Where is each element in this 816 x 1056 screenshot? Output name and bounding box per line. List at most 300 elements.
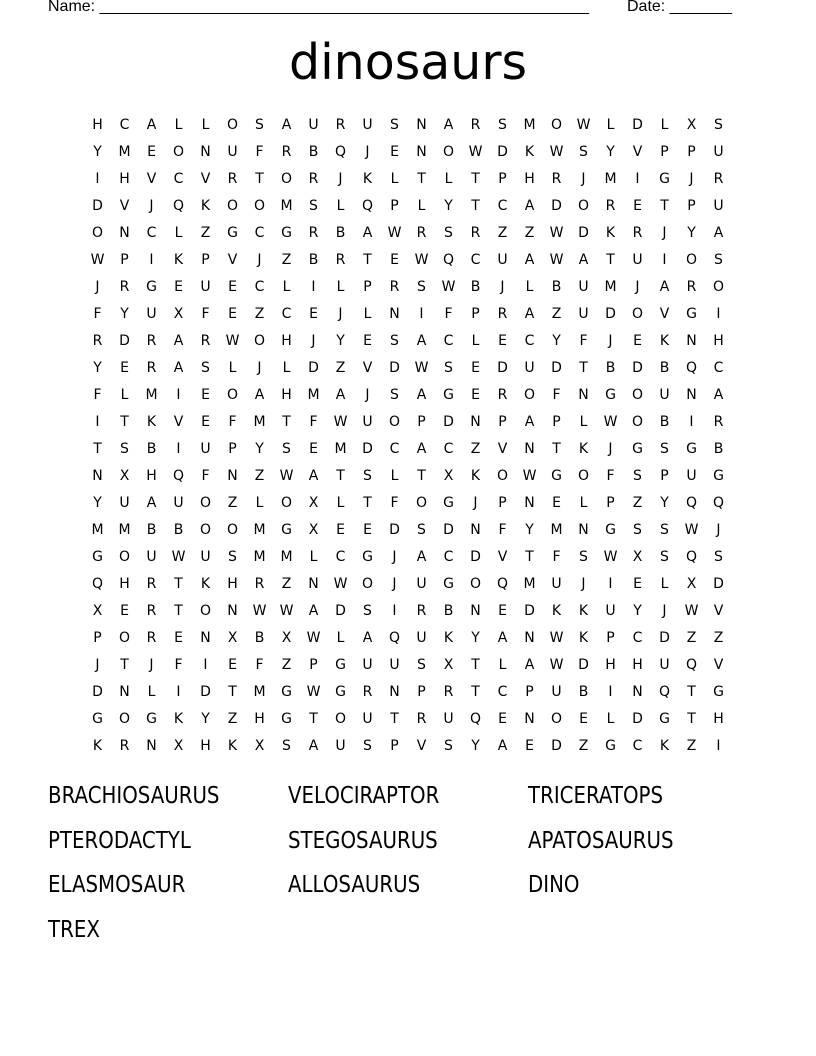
grid-letter: E (471, 360, 480, 376)
grid-letter: W (171, 549, 186, 565)
grid-letter: E (498, 333, 507, 349)
grid-letter: U (713, 144, 724, 160)
grid-letter: O (253, 198, 266, 214)
grid-letter: X (443, 468, 454, 484)
grid-letter: U (200, 279, 211, 295)
grid-letter: U (200, 441, 211, 457)
grid-letter: G (686, 306, 697, 322)
grid-letter: B (308, 252, 319, 268)
grid-letter: O (199, 603, 212, 619)
grid-letter: O (712, 279, 725, 295)
grid-letter: A (713, 387, 724, 403)
grid-letter: X (173, 306, 184, 322)
grid-letter: M (145, 387, 158, 403)
grid-row (84, 654, 732, 681)
grid-letter: W (306, 684, 321, 700)
grid-letter: H (146, 468, 157, 484)
grid-letter: E (363, 522, 372, 538)
grid-letter: U (497, 252, 508, 268)
grid-letter: B (470, 279, 481, 295)
grid-letter: A (254, 387, 265, 403)
grid-letter: T (471, 198, 480, 214)
grid-letter: N (119, 225, 130, 241)
grid-letter: Y (93, 144, 102, 160)
grid-row (84, 384, 732, 411)
grid-letter: D (443, 522, 454, 538)
grid-letter: A (659, 279, 670, 295)
grid-letter: F (552, 549, 561, 565)
grid-letter: S (660, 441, 669, 457)
grid-letter: U (389, 657, 400, 673)
grid-letter: M (118, 144, 131, 160)
grid-letter: H (632, 657, 643, 673)
grid-letter: N (524, 495, 535, 511)
grid-letter: T (309, 711, 318, 727)
grid-letter: J (500, 279, 505, 295)
grid-letter: Z (632, 495, 643, 511)
grid-letter: M (334, 441, 347, 457)
grid-letter: O (199, 522, 212, 538)
grid-row (84, 492, 732, 519)
grid-letter: P (498, 495, 507, 511)
grid-letter: F (444, 306, 453, 322)
grid-letter: Y (444, 198, 453, 214)
grid-letter: D (443, 414, 454, 430)
grid-letter: K (551, 603, 562, 619)
word-list-item: STEGOSAURUS (288, 827, 438, 854)
grid-letter: A (173, 333, 184, 349)
name-field[interactable]: Name: _______________________________________________________ (48, 0, 589, 15)
grid-letter: T (687, 684, 696, 700)
grid-letter: E (309, 306, 318, 322)
grid-letter: P (498, 414, 507, 430)
grid-letter: S (633, 468, 642, 484)
grid-letter: I (608, 576, 613, 592)
grid-letter: J (392, 549, 397, 565)
grid-letter: U (578, 306, 589, 322)
grid-letter: Y (525, 522, 534, 538)
grid-letter: S (363, 738, 372, 754)
grid-letter: W (549, 225, 564, 241)
grid-letter: L (336, 630, 345, 646)
grid-letter: L (390, 171, 399, 187)
grid-letter: G (605, 387, 616, 403)
grid-letter: U (632, 252, 643, 268)
grid-letter: R (497, 306, 508, 322)
grid-letter: E (147, 144, 156, 160)
grid-letter: C (497, 198, 508, 214)
grid-letter: S (444, 738, 453, 754)
grid-letter: P (687, 144, 696, 160)
grid-letter: Q (361, 198, 374, 214)
grid-letter: T (120, 657, 129, 673)
grid-letter: T (471, 657, 480, 673)
grid-letter: T (93, 441, 102, 457)
grid-letter: P (228, 441, 237, 457)
grid-letter: W (90, 252, 105, 268)
grid-letter: P (201, 252, 210, 268)
grid-letter: W (576, 117, 591, 133)
grid-letter: W (279, 468, 294, 484)
grid-letter: C (389, 441, 400, 457)
grid-row (84, 465, 732, 492)
grid-letter: Z (281, 252, 292, 268)
grid-letter: R (632, 225, 643, 241)
word-list-item: PTERODACTYL (48, 827, 191, 854)
grid-row (84, 681, 732, 708)
grid-letter: J (338, 306, 343, 322)
grid-letter: I (95, 171, 100, 187)
grid-letter: D (578, 225, 589, 241)
page-title: dinosaurs (288, 34, 528, 91)
grid-letter: U (551, 684, 562, 700)
grid-letter: Z (686, 630, 697, 646)
grid-letter: J (392, 576, 397, 592)
grid-letter: F (606, 468, 615, 484)
grid-letter: W (333, 576, 348, 592)
grid-letter: L (174, 117, 183, 133)
grid-letter: O (577, 468, 590, 484)
grid-letter: Z (470, 441, 481, 457)
grid-letter: R (362, 684, 373, 700)
grid-letter: C (632, 630, 643, 646)
grid-letter: C (713, 360, 724, 376)
grid-letter: O (388, 414, 401, 430)
grid-letter: S (417, 657, 426, 673)
grid-letter: A (335, 387, 346, 403)
grid-letter: D (389, 522, 400, 538)
grid-letter: O (631, 306, 644, 322)
grid-letter: V (362, 360, 373, 376)
grid-letter: G (659, 711, 670, 727)
grid-letter: R (254, 576, 265, 592)
grid-letter: J (689, 171, 694, 187)
grid-letter: V (227, 252, 238, 268)
grid-letter: G (146, 711, 157, 727)
grid-letter: K (173, 711, 184, 727)
grid-letter: K (200, 198, 211, 214)
grid-letter: F (174, 657, 183, 673)
grid-letter: G (713, 468, 724, 484)
grid-letter: N (686, 387, 697, 403)
grid-row (84, 222, 732, 249)
grid-letter: E (228, 306, 237, 322)
grid-letter: V (200, 171, 211, 187)
grid-letter: G (335, 657, 346, 673)
grid-letter: K (92, 738, 103, 754)
grid-letter: G (281, 684, 292, 700)
date-field[interactable]: Date: _______ (627, 0, 732, 15)
grid-letter: U (146, 306, 157, 322)
grid-letter: V (713, 657, 724, 673)
grid-letter: E (525, 738, 534, 754)
grid-letter: N (578, 387, 589, 403)
grid-letter: Q (496, 576, 509, 592)
grid-letter: N (686, 333, 697, 349)
grid-letter: R (497, 387, 508, 403)
grid-letter: F (201, 306, 210, 322)
grid-letter: L (336, 279, 345, 295)
grid-letter: Z (281, 657, 292, 673)
grid-letter: U (686, 468, 697, 484)
grid-letter: A (524, 414, 535, 430)
grid-letter: X (92, 603, 103, 619)
grid-letter: Z (551, 306, 562, 322)
grid-letter: A (308, 738, 319, 754)
grid-letter: T (282, 414, 291, 430)
grid-letter: X (632, 549, 643, 565)
grid-letter: B (605, 360, 616, 376)
grid-letter: E (552, 495, 561, 511)
grid-letter: P (417, 684, 426, 700)
grid-letter: K (578, 630, 589, 646)
word-list-item: DINO (528, 872, 580, 898)
grid-letter: I (635, 171, 640, 187)
grid-letter: U (227, 144, 238, 160)
grid-letter: D (497, 360, 508, 376)
grid-letter: E (633, 333, 642, 349)
grid-letter: K (146, 414, 157, 430)
grid-letter: P (498, 171, 507, 187)
grid-letter: T (390, 711, 399, 727)
grid-letter: T (471, 684, 480, 700)
grid-letter: N (416, 117, 427, 133)
grid-letter: M (91, 522, 104, 538)
grid-letter: S (255, 117, 264, 133)
grid-letter: G (686, 441, 697, 457)
grid-letter: C (470, 252, 481, 268)
grid-letter: S (579, 144, 588, 160)
grid-letter: P (687, 198, 696, 214)
grid-letter: R (146, 630, 157, 646)
grid-letter: U (362, 657, 373, 673)
grid-letter: A (578, 252, 589, 268)
word-list-item: BRACHIOSAURUS (48, 783, 220, 809)
grid-letter: P (552, 414, 561, 430)
grid-letter: K (659, 738, 670, 754)
grid-letter: S (363, 603, 372, 619)
grid-letter: R (200, 333, 211, 349)
grid-letter: Z (686, 738, 697, 754)
grid-letter: E (174, 630, 183, 646)
grid-letter: K (578, 441, 589, 457)
grid-letter: P (309, 657, 318, 673)
grid-letter: B (659, 360, 670, 376)
grid-letter: L (174, 225, 183, 241)
grid-letter: E (471, 387, 480, 403)
grid-letter: S (417, 279, 426, 295)
grid-letter: R (389, 279, 400, 295)
grid-letter: W (252, 603, 267, 619)
grid-letter: N (524, 630, 535, 646)
grid-letter: N (578, 522, 589, 538)
grid-letter: T (120, 414, 129, 430)
grid-letter: F (201, 468, 210, 484)
grid-letter: R (470, 225, 481, 241)
grid-letter: G (92, 549, 103, 565)
grid-row (84, 600, 732, 627)
grid-letter: L (579, 495, 588, 511)
grid-letter: P (93, 630, 102, 646)
grid-letter: E (498, 711, 507, 727)
grid-letter: Z (254, 468, 265, 484)
grid-letter: N (470, 414, 481, 430)
grid-letter: O (226, 198, 239, 214)
grid-letter: Z (335, 360, 346, 376)
grid-letter: L (282, 279, 291, 295)
grid-letter: N (146, 738, 157, 754)
grid-letter: O (631, 414, 644, 430)
grid-letter: X (227, 630, 238, 646)
grid-letter: Z (227, 495, 238, 511)
grid-letter: K (659, 333, 670, 349)
grid-letter: Q (712, 495, 725, 511)
grid-letter: C (173, 171, 184, 187)
grid-letter: P (471, 306, 480, 322)
grid-letter: L (363, 306, 372, 322)
grid-letter: S (363, 468, 372, 484)
grid-row (84, 168, 732, 195)
grid-letter: Q (388, 630, 401, 646)
grid-letter: Y (687, 225, 696, 241)
grid-row (84, 141, 732, 168)
grid-letter: C (524, 333, 535, 349)
grid-letter: D (605, 306, 616, 322)
grid-letter: E (363, 333, 372, 349)
grid-letter: T (579, 360, 588, 376)
grid-letter: Q (442, 252, 455, 268)
grid-letter: D (659, 630, 670, 646)
grid-letter: Y (606, 144, 615, 160)
grid-letter: E (390, 252, 399, 268)
grid-letter: U (200, 549, 211, 565)
grid-letter: L (255, 495, 264, 511)
grid-letter: E (633, 576, 642, 592)
grid-letter: V (632, 144, 643, 160)
grid-letter: J (581, 576, 586, 592)
grid-letter: J (581, 171, 586, 187)
grid-letter: J (635, 279, 640, 295)
grid-letter: T (174, 576, 183, 592)
grid-letter: P (525, 684, 534, 700)
grid-letter: I (203, 657, 208, 673)
grid-letter: W (414, 360, 429, 376)
grid-letter: V (416, 738, 427, 754)
grid-letter: L (579, 414, 588, 430)
grid-letter: M (280, 198, 293, 214)
grid-letter: U (605, 603, 616, 619)
grid-letter: S (714, 117, 723, 133)
grid-letter: S (390, 387, 399, 403)
grid-letter: F (498, 522, 507, 538)
grid-letter: Z (227, 711, 238, 727)
grid-letter: M (550, 522, 563, 538)
grid-letter: I (176, 387, 181, 403)
grid-letter: S (714, 252, 723, 268)
grid-letter: W (684, 603, 699, 619)
grid-letter: H (119, 576, 130, 592)
grid-letter: B (551, 279, 562, 295)
grid-letter: N (227, 468, 238, 484)
grid-letter: I (662, 252, 667, 268)
grid-letter: R (92, 333, 103, 349)
word-list-item: TREX (48, 916, 100, 943)
grid-letter: N (92, 468, 103, 484)
grid-letter: G (551, 468, 562, 484)
grid-row (84, 249, 732, 276)
word-list-item: TRICERATOPS (528, 783, 664, 809)
grid-letter: A (146, 495, 157, 511)
grid-letter: Y (633, 603, 642, 619)
grid-letter: G (632, 441, 643, 457)
grid-row (84, 735, 732, 762)
grid-letter: C (254, 279, 265, 295)
grid-letter: R (443, 684, 454, 700)
grid-letter: O (226, 117, 239, 133)
grid-letter: C (497, 684, 508, 700)
grid-letter: A (308, 468, 319, 484)
grid-letter: R (146, 603, 157, 619)
grid-letter: D (389, 360, 400, 376)
grid-letter: O (415, 495, 428, 511)
grid-letter: O (280, 171, 293, 187)
grid-letter: V (713, 603, 724, 619)
grid-letter: T (417, 468, 426, 484)
grid-letter: N (470, 603, 481, 619)
grid-letter: D (632, 711, 643, 727)
grid-letter: O (550, 117, 563, 133)
grid-letter: B (146, 522, 157, 538)
grid-letter: P (606, 630, 615, 646)
grid-letter: G (443, 495, 454, 511)
grid-letter: X (173, 738, 184, 754)
grid-letter: W (225, 333, 240, 349)
grid-letter: G (92, 711, 103, 727)
grid-letter: G (335, 684, 346, 700)
grid-letter: D (200, 684, 211, 700)
grid-letter: R (119, 738, 130, 754)
grid-letter: Y (93, 360, 102, 376)
grid-row (84, 573, 732, 600)
grid-letter: G (281, 711, 292, 727)
grid-letter: E (228, 279, 237, 295)
grid-letter: Z (578, 738, 589, 754)
grid-letter: E (336, 522, 345, 538)
grid-letter: O (631, 387, 644, 403)
grid-letter: M (280, 549, 293, 565)
grid-letter: V (659, 306, 670, 322)
grid-letter: I (716, 738, 721, 754)
grid-letter: S (390, 333, 399, 349)
grid-letter: E (201, 387, 210, 403)
grid-letter: I (176, 441, 181, 457)
grid-letter: I (689, 414, 694, 430)
grid-letter: S (633, 522, 642, 538)
grid-row (84, 357, 732, 384)
grid-letter: J (365, 144, 370, 160)
grid-letter: M (253, 414, 266, 430)
grid-letter: D (497, 144, 508, 160)
grid-letter: W (522, 468, 537, 484)
grid-letter: P (363, 279, 372, 295)
grid-letter: R (416, 603, 427, 619)
grid-letter: J (662, 225, 667, 241)
grid-letter: O (334, 711, 347, 727)
grid-letter: J (365, 387, 370, 403)
grid-letter: F (93, 306, 102, 322)
word-list-item: ELASMOSAUR (48, 872, 186, 898)
grid-letter: S (498, 117, 507, 133)
